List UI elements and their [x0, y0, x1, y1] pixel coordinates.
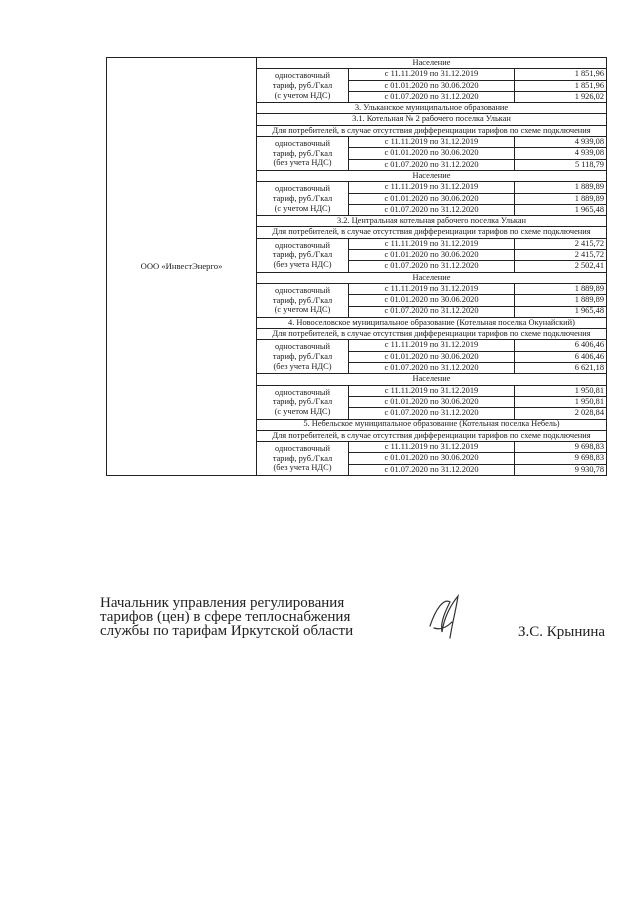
period-cell: с 01.01.2020 по 30.06.2020 [349, 250, 515, 261]
section-header: Для потребителей, в случае отсутствия дифференциации тарифов по схеме подключения [257, 430, 607, 441]
section-header: 4. Новоселовское муниципальное образование (Котельная поселка Окунайский) [257, 317, 607, 328]
tariff-type-label [257, 385, 349, 419]
signatory-title [100, 596, 353, 638]
period-cell: с 01.01.2020 по 30.06.2020 [349, 193, 515, 204]
tariff-value-cell: 1 889,89 [515, 193, 607, 204]
footer-line: службы по тарифам Иркутской области [100, 623, 354, 639]
period-cell: с 01.07.2020 по 31.12.2020 [349, 306, 515, 317]
period-cell: с 01.07.2020 по 31.12.2020 [349, 159, 515, 170]
tariff-type-line: тариф, руб./Гкал [272, 352, 333, 362]
tariff-type-label [257, 182, 349, 216]
period-cell: с 11.11.2019 по 31.12.2019 [349, 238, 515, 249]
tariff-value-cell: 1 950,81 [515, 385, 607, 396]
section-header: 3.2. Центральная котельная рабочего поселка Улькан [257, 216, 607, 227]
tariff-type-line: одноставочный [275, 285, 330, 295]
tariff-value-cell: 6 621,18 [515, 363, 607, 374]
period-cell: с 01.01.2020 по 30.06.2020 [349, 351, 515, 362]
period-cell: с 01.07.2020 по 31.12.2020 [349, 261, 515, 272]
table-row [107, 58, 607, 69]
tariff-value-cell: 6 406,46 [515, 351, 607, 362]
tariff-type-line: одноставочный [275, 184, 330, 194]
section-header: Население [257, 374, 607, 385]
handwritten-signature [420, 588, 470, 648]
tariff-type-line: тариф, руб./Гкал [272, 295, 333, 305]
tariff-type-label [257, 442, 349, 476]
tariff-type-line: (без учета НДС) [273, 260, 332, 270]
tariff-value-cell: 2 502,41 [515, 261, 607, 272]
tariff-value-cell: 4 939,08 [515, 148, 607, 159]
tariff-value-cell: 1 926,02 [515, 91, 607, 102]
tariff-type-line: тариф, руб./Гкал [272, 193, 333, 203]
section-header: Для потребителей, в случае отсутствия дифференциации тарифов по схеме подключения [257, 329, 607, 340]
tariff-type-line: (с учетом НДС) [274, 203, 331, 213]
tariff-value-cell: 9 930,78 [515, 464, 607, 475]
period-cell: с 01.01.2020 по 30.06.2020 [349, 295, 515, 306]
tariff-table-body [107, 58, 607, 476]
tariff-value-cell: 1 965,48 [515, 204, 607, 215]
footer-line: тарифов (цен) в сфере теплоснабжения [100, 609, 351, 625]
footer-line: Начальник управления регулирования [100, 595, 345, 611]
tariff-type-line: одноставочный [275, 342, 330, 352]
period-cell: с 11.11.2019 по 31.12.2019 [349, 385, 515, 396]
tariff-value-cell: 9 698,83 [515, 453, 607, 464]
section-header: Для потребителей, в случае отсутствия дифференциации тарифов по схеме подключения [257, 125, 607, 136]
period-cell: с 01.01.2020 по 30.06.2020 [349, 453, 515, 464]
tariff-type-line: (с учетом НДС) [274, 406, 331, 416]
section-header: Для потребителей, в случае отсутствия дифференциации тарифов по схеме подключения [257, 227, 607, 238]
tariff-type-label [257, 69, 349, 103]
tariff-value-cell: 4 939,08 [515, 137, 607, 148]
tariff-type-line: тариф, руб./Гкал [272, 397, 333, 407]
tariff-type-label [257, 137, 349, 171]
tariff-type-line: тариф, руб./Гкал [272, 250, 333, 260]
tariff-value-cell: 2 028,84 [515, 408, 607, 419]
section-header: 5. Небельское муниципальное образование (Котельная поселка Небель) [257, 419, 607, 430]
tariff-value-cell: 1 889,89 [515, 295, 607, 306]
tariff-value-cell: 1 950,81 [515, 396, 607, 407]
tariff-type-line: одноставочный [275, 240, 330, 250]
period-cell: с 01.01.2020 по 30.06.2020 [349, 80, 515, 91]
tariff-type-line: (без учета НДС) [273, 361, 332, 371]
period-cell: с 01.07.2020 по 31.12.2020 [349, 204, 515, 215]
period-cell: с 01.01.2020 по 30.06.2020 [349, 396, 515, 407]
tariff-value-cell: 1 851,96 [515, 80, 607, 91]
period-cell: с 11.11.2019 по 31.12.2019 [349, 69, 515, 80]
period-cell: с 01.07.2020 по 31.12.2020 [349, 464, 515, 475]
section-header: 3.1. Котельная № 2 рабочего поселка Улькан [257, 114, 607, 125]
organization-name: ООО «ИнвестЭнерго» [107, 58, 257, 476]
tariff-value-cell: 1 889,89 [515, 182, 607, 193]
tariff-type-line: одноставочный [275, 71, 330, 81]
period-cell: с 11.11.2019 по 31.12.2019 [349, 182, 515, 193]
tariff-type-line: одноставочный [275, 387, 330, 397]
tariff-type-line: тариф, руб./Гкал [272, 80, 333, 90]
tariff-value-cell: 1 851,96 [515, 69, 607, 80]
tariff-type-label [257, 340, 349, 374]
period-cell: с 01.07.2020 по 31.12.2020 [349, 91, 515, 102]
tariff-type-line: (с учетом НДС) [274, 90, 331, 100]
tariff-value-cell: 2 415,72 [515, 238, 607, 249]
period-cell: с 01.01.2020 по 30.06.2020 [349, 148, 515, 159]
tariff-type-line: одноставочный [275, 139, 330, 149]
signer-name: З.С. Крынина [518, 624, 606, 640]
tariff-value-cell: 9 698,83 [515, 442, 607, 453]
period-cell: с 01.07.2020 по 31.12.2020 [349, 408, 515, 419]
tariff-value-cell: 1 965,48 [515, 306, 607, 317]
section-header: Население [257, 58, 607, 69]
section-header: Население [257, 272, 607, 283]
tariff-value-cell: 5 118,79 [515, 159, 607, 170]
period-cell: с 11.11.2019 по 31.12.2019 [349, 137, 515, 148]
tariff-table [106, 57, 607, 476]
period-cell: с 11.11.2019 по 31.12.2019 [349, 283, 515, 294]
tariff-type-line: (без учета НДС) [273, 463, 332, 473]
tariff-type-label [257, 238, 349, 272]
period-cell: с 11.11.2019 по 31.12.2019 [349, 340, 515, 351]
section-header: 3. Ульканское муниципальное образование [257, 103, 607, 114]
section-header: Население [257, 170, 607, 181]
period-cell: с 01.07.2020 по 31.12.2020 [349, 363, 515, 374]
tariff-type-label [257, 283, 349, 317]
tariff-type-line: тариф, руб./Гкал [272, 148, 333, 158]
tariff-type-line: (с учетом НДС) [274, 305, 331, 315]
tariff-value-cell: 1 889,89 [515, 283, 607, 294]
tariff-value-cell: 6 406,46 [515, 340, 607, 351]
tariff-type-line: тариф, руб./Гкал [272, 453, 333, 463]
period-cell: с 11.11.2019 по 31.12.2019 [349, 442, 515, 453]
tariff-type-line: одноставочный [275, 444, 330, 454]
tariff-value-cell: 2 415,72 [515, 250, 607, 261]
tariff-type-line: (без учета НДС) [273, 158, 332, 168]
